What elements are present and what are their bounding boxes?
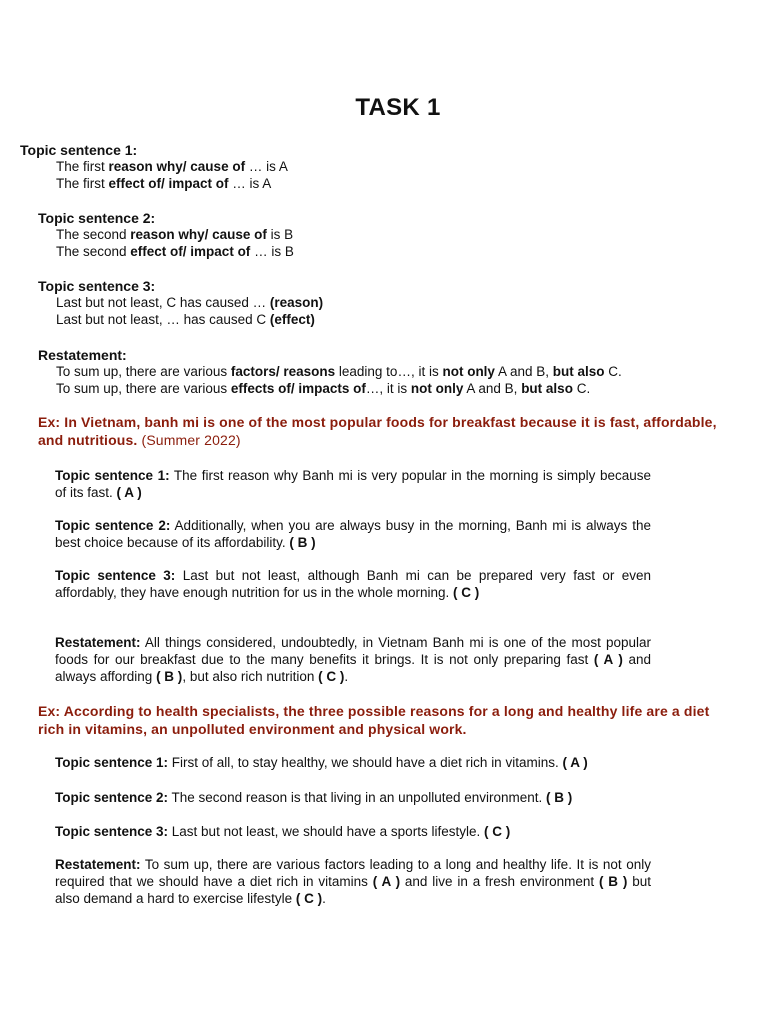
bold-text: ( C ) — [483, 824, 511, 839]
bold-text: ( A ) — [593, 651, 623, 667]
text-run: Last but not least, we should have a sports lifestyle. — [168, 824, 484, 839]
text-run: . — [344, 668, 349, 684]
bold-text: effects of/ impacts of — [230, 381, 366, 396]
text-run: Last but not least, although Banh mi can be prepared very fast or even affordably, they have enough nutrition for us in the whole morning. — [55, 568, 652, 600]
bold-text: reason why/ cause of — [108, 159, 246, 174]
bold-text: Topic sentence 2: — [55, 518, 171, 533]
page-title: TASK 1 — [355, 94, 441, 121]
text-run: and live in a fresh environment — [400, 873, 599, 889]
text-run: C. — [604, 364, 622, 379]
bold-text: (reason) — [269, 295, 324, 310]
topic-block-3 — [38, 278, 323, 328]
example-1-paragraph-1 — [55, 468, 651, 502]
text-run: , but also rich nutrition — [182, 668, 319, 684]
text-run: A and B, — [463, 381, 522, 396]
topic-heading: Topic sentence 1: — [20, 142, 138, 158]
text-run: The first — [56, 159, 109, 174]
bold-text: but also — [552, 364, 605, 379]
topic-block-2 — [38, 210, 294, 260]
template-line — [56, 363, 622, 380]
bold-text: ( C ) — [318, 668, 345, 684]
bold-text: ( B ) — [156, 668, 183, 684]
example-source: (Summer 2022) — [137, 431, 241, 448]
bold-text: factors/ reasons — [230, 364, 336, 379]
text-run: To sum up, there are various factors leading to a long and healthy life. It is not only required that we should have a diet rich in vitamins — [55, 857, 651, 889]
bold-text: ( A ) — [372, 873, 401, 889]
example-1-paragraph-4 — [55, 635, 651, 685]
bold-text: Topic sentence 3: — [55, 824, 169, 839]
template-line — [56, 226, 294, 243]
example-prompt: Ex: In Vietnam, banh mi is one of the most popular foods for breakfast because it is fast, affordable, and nutritious. — [38, 414, 717, 448]
text-run: … is A — [228, 176, 272, 191]
text-run: All things considered, undoubtedly, in Vietnam Banh mi is one of the most popular foods for our breakfast due to the many benefits it brings. It is not only preparing fast — [55, 635, 651, 667]
topic-heading: Restatement: — [38, 347, 127, 363]
bold-text: (effect) — [269, 312, 315, 327]
text-run: To sum up, there are various — [56, 381, 231, 396]
text-run: The second — [56, 244, 131, 259]
bold-text: ( B ) — [598, 873, 628, 889]
text-run: and always affording — [55, 651, 651, 684]
text-run: … is A — [245, 159, 288, 174]
bold-text: Topic sentence 2: — [55, 790, 169, 805]
text-run: leading to…, it is — [335, 364, 443, 379]
bold-text: effect of/ impact of — [108, 176, 229, 191]
template-line — [56, 380, 622, 397]
example-heading-1 — [38, 414, 718, 449]
text-run: . — [322, 890, 326, 906]
text-run: C. — [572, 381, 591, 396]
example-prompt: Ex: According to health specialists, the three possible reasons for a long and healthy life are a diet rich in vitamins, an unpolluted environment and physical work. — [38, 703, 710, 737]
text-run: First of all, to stay healthy, we should have a diet rich in vitamins. — [168, 755, 563, 770]
example-1-paragraph-3 — [55, 568, 651, 602]
bold-text: not only — [442, 364, 495, 379]
bold-text: Topic sentence 3: — [55, 568, 176, 583]
template-line — [56, 175, 288, 192]
text-run: Last but not least, … has caused C — [56, 312, 270, 327]
text-run: The first — [56, 176, 109, 191]
bold-text: reason why/ cause of — [130, 227, 267, 242]
bold-text: ( C ) — [453, 584, 480, 600]
example-2-paragraph-4 — [55, 857, 651, 907]
topic-heading: Topic sentence 3: — [38, 278, 156, 294]
bold-text: but also — [521, 381, 573, 396]
topic-block-1 — [20, 142, 288, 192]
bold-text: ( B ) — [546, 790, 573, 805]
bold-text: ( C ) — [295, 890, 323, 906]
bold-text: Restatement: — [55, 635, 141, 650]
restatement-block — [38, 347, 622, 397]
example-1-paragraph-2 — [55, 518, 651, 552]
template-line — [56, 243, 294, 260]
bold-text: Topic sentence 1: — [55, 468, 170, 483]
bold-text: ( A ) — [562, 755, 588, 770]
text-run: … is B — [250, 244, 294, 259]
template-line — [56, 311, 323, 328]
text-run: Last but not least, C has caused … — [56, 295, 270, 310]
bold-text: effect of/ impact of — [130, 244, 251, 259]
text-run: The first reason why Banh mi is very popular in the morning is simply because of its fast. — [55, 468, 651, 500]
bold-text: ( B ) — [289, 534, 316, 550]
text-run: The second reason is that living in an unpolluted environment. — [168, 790, 547, 805]
text-run: To sum up, there are various — [56, 364, 231, 379]
text-run: Additionally, when you are always busy in the morning, Banh mi is always the best choice because of its affordability. — [55, 518, 651, 550]
example-2-paragraph-1 — [55, 755, 651, 772]
topic-heading: Topic sentence 2: — [38, 210, 156, 226]
bold-text: not only — [410, 381, 464, 396]
text-run: but also demand a hard to exercise lifestyle — [55, 873, 651, 906]
template-line — [56, 158, 288, 175]
text-run: A and B, — [494, 364, 553, 379]
example-heading-2 — [38, 703, 718, 738]
bold-text: Topic sentence 1: — [55, 755, 169, 770]
text-run: The second — [56, 227, 131, 242]
bold-text: Restatement: — [55, 857, 141, 872]
text-run: is B — [266, 227, 294, 242]
template-line — [56, 294, 323, 311]
example-2-paragraph-2 — [55, 790, 651, 807]
example-2-paragraph-3 — [55, 824, 651, 841]
text-run: …, it is — [365, 381, 411, 396]
bold-text: ( A ) — [116, 484, 142, 500]
